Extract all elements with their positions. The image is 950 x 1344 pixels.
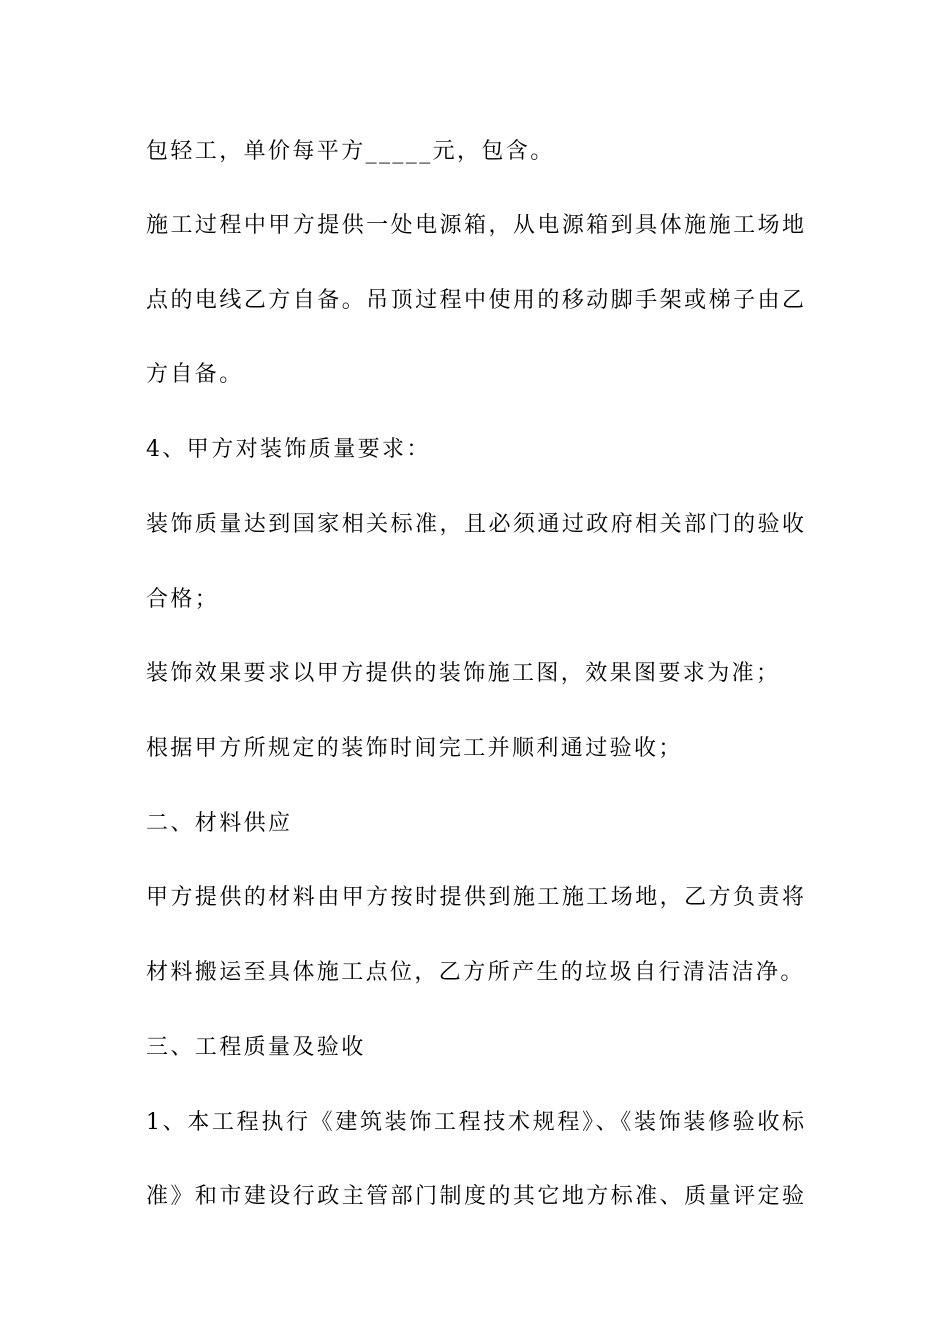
text-line-7: 合格； <box>146 587 220 612</box>
text-line-3: 点的电线乙方自备。吊顶过程中使用的移动脚手架或梯子由乙 <box>146 288 804 313</box>
text-line-14: 1、本工程执行《建筑装饰工程技术规程》、《装饰装修验收标 <box>146 1110 804 1135</box>
text-line-10: 二、材料供应 <box>146 811 293 836</box>
text-line-5: 4、甲方对装饰质量要求： <box>146 437 431 462</box>
text-line-6: 装饰质量达到国家相关标准，且必须通过政府相关部门的验收 <box>146 512 804 537</box>
text-line-13: 三、工程质量及验收 <box>146 1035 366 1060</box>
text-line-1: 包轻工，单价每平方_____元，包含。 <box>146 139 555 164</box>
text-line-12: 材料搬运至具体施工点位，乙方所产生的垃圾自行清洁洁净。 <box>146 960 805 985</box>
text-line-8: 装饰效果要求以甲方提供的装饰施工图，效果图要求为准； <box>146 661 781 686</box>
text-line-11: 甲方提供的材料由甲方按时提供到施工施工场地，乙方负责将 <box>146 885 804 910</box>
text-line-2: 施工过程中甲方提供一处电源箱，从电源箱到具体施施工场地 <box>146 213 804 238</box>
text-line-9: 根据甲方所规定的装饰时间完工并顺利通过验收； <box>146 736 683 761</box>
text-line-4: 方自备。 <box>146 362 244 387</box>
text-line-15: 准》和市建设行政主管部门制度的其它地方标准、质量评定验 <box>146 1184 804 1209</box>
